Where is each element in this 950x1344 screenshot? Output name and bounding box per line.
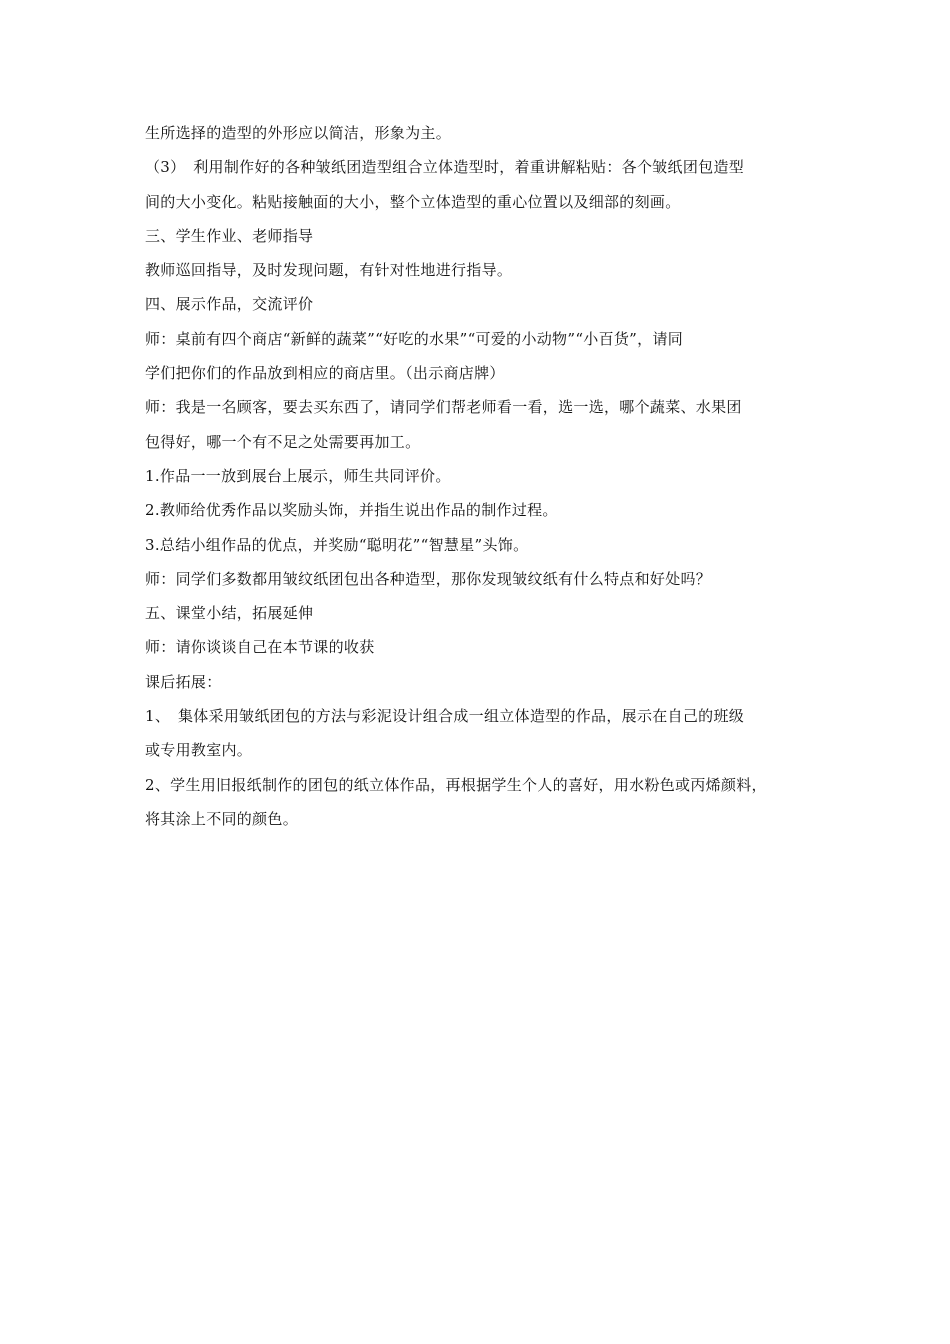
extension-heading: 课后拓展： [145, 672, 222, 691]
extension-item-2: 2、学生用旧报纸制作的团包的纸立体作品，再根据学生个人的喜好，用水粉色或丙烯颜料， [145, 775, 767, 794]
list-item-3: 3.总结小组作品的优点，并奖励“聪明花”“智慧星”头饰。 [145, 535, 529, 554]
text-line-9: 师：我是一名顾客，要去买东西了，请同学们帮老师看一看，选一选，哪个蔬菜、水果团 [145, 398, 742, 417]
section-heading-3: 三、学生作业、老师指导 [145, 226, 314, 245]
text-line-16: 师：请你谈谈自己在本节课的收获 [145, 638, 375, 657]
list-item-1: 1.作品一一放到展台上展示，师生共同评价。 [145, 466, 451, 485]
text-line-5: 教师巡回指导，及时发现问题，有针对性地进行指导。 [145, 261, 513, 280]
text-line-1: 生所选择的造型的外形应以简洁，形象为主。 [145, 124, 452, 142]
text-line-8: 学们把你们的作品放到相应的商店里。（出示商店牌） [145, 364, 505, 383]
extension-item-1-cont: 或专用教室内。 [145, 741, 253, 760]
document-body [145, 116, 809, 836]
text-line-10: 包得好，哪一个有不足之处需要再加工。 [145, 432, 421, 451]
text-line-7: 师：桌前有四个商店“新鲜的蔬菜”“好吃的水果”“可爱的小动物”“小百货”，请同 [145, 329, 684, 348]
list-item-2: 2.教师给优秀作品以奖励头饰，并指生说出作品的制作过程。 [145, 501, 558, 520]
text-line-2: （3） 利用制作好的各种皱纸团造型组合立体造型时，着重讲解粘贴：各个皱纸团包造型 [145, 158, 745, 177]
section-heading-5: 五、课堂小结，拓展延伸 [145, 604, 314, 623]
extension-item-1: 1、 集体采用皱纸团包的方法与彩泥设计组合成一组立体造型的作品，展示在自己的班级 [145, 707, 745, 726]
text-line-3: 间的大小变化。粘贴接触面的大小，整个立体造型的重心位置以及细部的刻画。 [145, 192, 681, 211]
extension-item-2-cont: 将其涂上不同的颜色。 [145, 809, 299, 828]
text-line-14: 师：同学们多数都用皱纹纸团包出各种造型，那你发现皱纹纸有什么特点和好处吗？ [145, 569, 712, 588]
section-heading-4: 四、展示作品，交流评价 [145, 295, 314, 314]
